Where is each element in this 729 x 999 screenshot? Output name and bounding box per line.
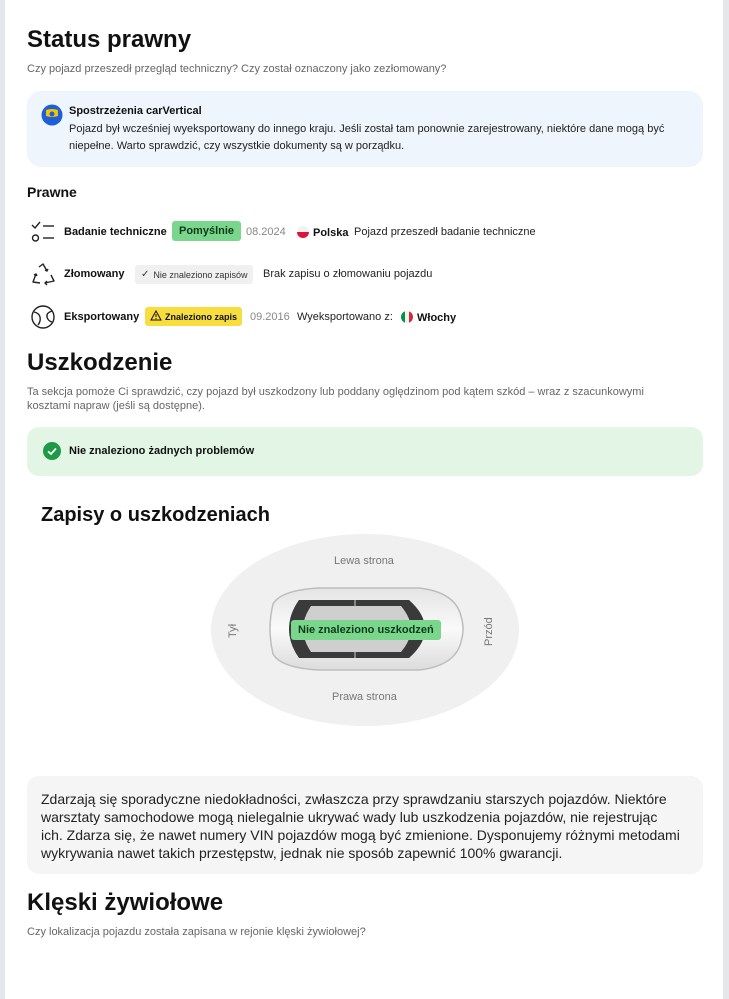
- disasters-title: Klęski żywiołowe: [27, 889, 224, 916]
- exported-label: Eksportowany: [64, 311, 140, 323]
- inspection-country-name: Polska: [313, 227, 349, 239]
- no-problems-box: [27, 427, 703, 476]
- legal-status-subtitle: Czy pojazd przeszedł przegląd techniczny? Czy został oznaczony jako zezłomowany?: [27, 63, 447, 75]
- front-label: Przód: [483, 617, 495, 646]
- check-icon: ✓: [141, 269, 150, 280]
- insight-text: Pojazd był wcześniej wyeksportowany do innego kraju. Jeśli został tam ponownie zarejestrowany, niektóre dane mogą być niepełne. Warto sprawdzić, czy wszystkie dokumenty są w porządku.: [69, 123, 665, 152]
- exported-badge-text: Znaleziono zapis: [165, 311, 238, 322]
- legal-status-title: Status prawny: [27, 26, 192, 53]
- checklist-icon: [30, 219, 56, 245]
- disasters-subtitle: Czy lokalizacja pojazdu została zapisana w rejonie klęski żywiołowej?: [27, 926, 366, 938]
- inspection-status-badge: Pomyślnie: [172, 221, 241, 241]
- accuracy-note-text: Zdarzają się sporadyczne niedokładności, zwłaszcza przy sprawdzaniu starszych pojazdów. Niektóre warsztaty samochodowe mogą nielegalnie ukrywać wady lub uszkodzenia pojazdów, nie rejestrując ich. Zdarza się, że nawet numery VIN pojazdów mogą być zmienione. Dysponujemy różnymi metodami wykrywania nawet takich przestępstw, jednak nie sposób zapewnić 100% gwarancji.: [41, 791, 680, 861]
- exported-note: Wyeksportowano z:: [297, 311, 393, 323]
- inspection-country: [297, 226, 348, 239]
- left-side-label: Lewa strona: [334, 555, 394, 567]
- exported-country-name: Włochy: [417, 312, 457, 324]
- rear-label: Tył: [227, 623, 239, 638]
- poland-flag-icon: [297, 226, 309, 238]
- damage-subtitle: Ta sekcja pomoże Ci sprawdzić, czy pojazd był uszkodzony lub poddany oględzinom pod kątem szkód – wraz z szacunkowymi kosztami napraw (jeśli są dostępne).: [27, 386, 644, 412]
- report-page: [5, 0, 723, 999]
- globe-icon: [30, 304, 56, 330]
- exported-date: 09.2016: [250, 311, 290, 323]
- italy-flag-icon: [401, 311, 413, 323]
- no-damage-badge: Nie znaleziono uszkodzeń: [291, 620, 441, 640]
- damage-title: Uszkodzenie: [27, 349, 173, 376]
- scrapped-label: Złomowany: [64, 268, 125, 280]
- exported-status-badge: [145, 307, 242, 326]
- legal-section-label: Prawne: [27, 184, 77, 200]
- check-circle-icon: [43, 442, 61, 460]
- inspection-label: Badanie techniczne: [64, 226, 167, 238]
- scrapped-status-badge: [135, 265, 253, 284]
- warning-icon: [150, 310, 162, 323]
- scrapped-note: Brak zapisu o złomowaniu pojazdu: [263, 268, 433, 280]
- right-side-label: Prawa strona: [332, 691, 397, 703]
- carvertical-logo-icon: [41, 104, 63, 126]
- accuracy-note-box: [27, 776, 703, 874]
- no-problems-text: Nie znaleziono żadnych problemów: [69, 445, 255, 457]
- damage-records-title: Zapisy o uszkodzeniach: [41, 504, 270, 526]
- exported-country: [401, 311, 456, 324]
- insight-box: [27, 91, 703, 167]
- recycle-icon: [30, 262, 56, 288]
- insight-title: Spostrzeżenia carVertical: [69, 105, 202, 117]
- inspection-note: Pojazd przeszedł badanie techniczne: [354, 226, 536, 238]
- scrapped-badge-text: Nie znaleziono zapisów: [153, 269, 248, 280]
- inspection-date: 08.2024: [246, 226, 286, 238]
